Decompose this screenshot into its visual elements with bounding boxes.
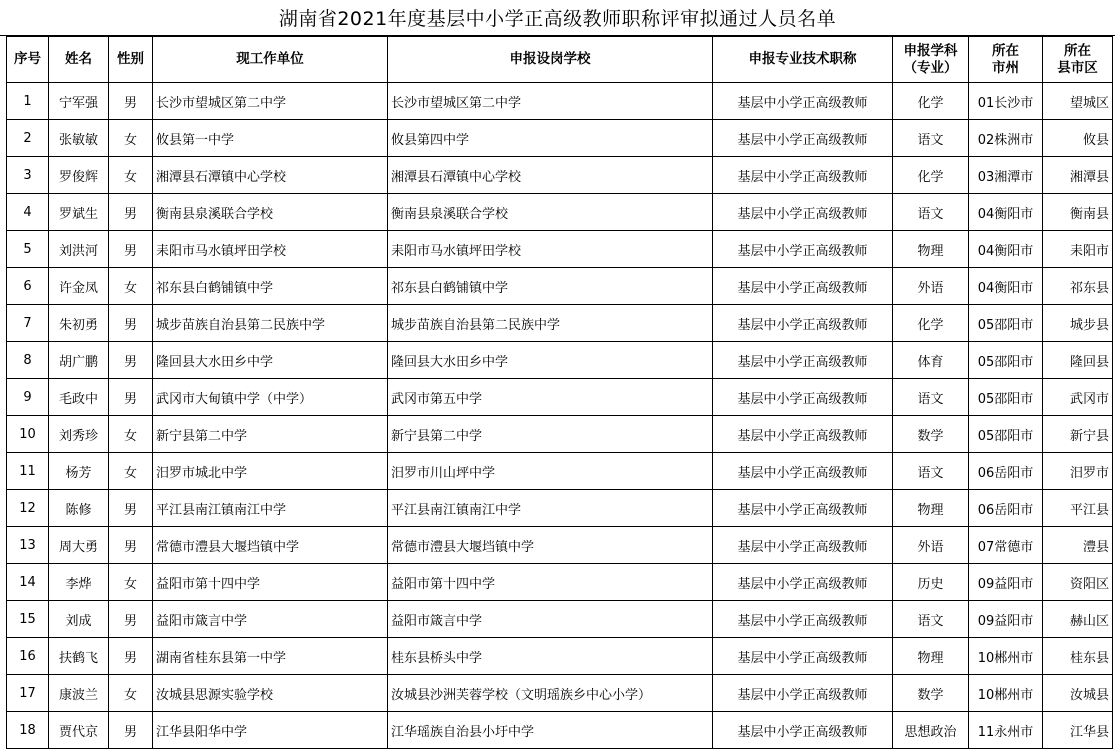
cell-gender[interactable]: 女	[109, 416, 153, 453]
cell-gender[interactable]: 女	[109, 453, 153, 490]
cell-apply-title[interactable]: 基层中小学正高级教师	[713, 527, 893, 564]
cell-apply-school[interactable]: 平江县南江镇南江中学	[388, 490, 713, 527]
cell-county[interactable]: 攸县	[1043, 120, 1113, 157]
cell-no[interactable]: 8	[7, 342, 49, 379]
cell-current-unit[interactable]: 汨罗市城北中学	[153, 453, 388, 490]
cell-apply-school[interactable]: 汝城县沙洲芙蓉学校（文明瑶族乡中心小学）	[388, 675, 713, 712]
cell-city[interactable]: 09益阳市	[969, 564, 1043, 601]
table-row	[7, 120, 1113, 157]
cell-current-unit[interactable]: 祁东县白鹤铺镇中学	[153, 268, 388, 305]
cell-apply-school[interactable]: 益阳市箴言中学	[388, 601, 713, 638]
cell-county[interactable]: 耒阳市	[1043, 231, 1113, 268]
cell-name[interactable]: 朱初勇	[49, 305, 109, 342]
header-subject[interactable]	[893, 37, 969, 83]
cell-city[interactable]: 10郴州市	[969, 638, 1043, 675]
cell-subject[interactable]: 数学	[893, 675, 969, 712]
cell-county[interactable]: 平江县	[1043, 490, 1113, 527]
table-row	[7, 416, 1113, 453]
cell-name[interactable]: 罗斌生	[49, 194, 109, 231]
cell-name[interactable]: 陈修	[49, 490, 109, 527]
cell-current-unit[interactable]: 耒阳市马水镇坪田学校	[153, 231, 388, 268]
cell-current-unit[interactable]: 益阳市第十四中学	[153, 564, 388, 601]
cell-apply-school[interactable]: 桂东县桥头中学	[388, 638, 713, 675]
cell-subject[interactable]: 外语	[893, 268, 969, 305]
header-current-unit[interactable]: 现工作单位	[153, 37, 388, 83]
cell-gender[interactable]: 女	[109, 268, 153, 305]
cell-current-unit[interactable]: 新宁县第二中学	[153, 416, 388, 453]
cell-current-unit[interactable]: 平江县南江镇南江中学	[153, 490, 388, 527]
header-county-line2: 县市区	[1057, 59, 1098, 76]
table-row	[7, 490, 1113, 527]
cell-apply-school[interactable]: 湘潭县石潭镇中心学校	[388, 157, 713, 194]
cell-county[interactable]: 澧县	[1043, 527, 1113, 564]
cell-apply-title[interactable]: 基层中小学正高级教师	[713, 453, 893, 490]
cell-apply-title[interactable]: 基层中小学正高级教师	[713, 490, 893, 527]
cell-city[interactable]: 04衡阳市	[969, 268, 1043, 305]
cell-gender[interactable]: 女	[109, 157, 153, 194]
cell-current-unit[interactable]: 隆回县大水田乡中学	[153, 342, 388, 379]
cell-apply-school[interactable]: 城步苗族自治县第二民族中学	[388, 305, 713, 342]
cell-city[interactable]: 05邵阳市	[969, 305, 1043, 342]
cell-current-unit[interactable]: 益阳市箴言中学	[153, 601, 388, 638]
cell-city[interactable]: 05邵阳市	[969, 342, 1043, 379]
cell-no[interactable]: 17	[7, 675, 49, 712]
header-subject-line2: （专业）	[903, 59, 958, 76]
cell-apply-school[interactable]: 祁东县白鹤铺镇中学	[388, 268, 713, 305]
cell-gender[interactable]: 女	[109, 564, 153, 601]
cell-apply-title[interactable]: 基层中小学正高级教师	[713, 120, 893, 157]
cell-county[interactable]: 湘潭县	[1043, 157, 1113, 194]
cell-apply-school[interactable]: 武冈市第五中学	[388, 379, 713, 416]
cell-gender[interactable]: 男	[109, 527, 153, 564]
cell-apply-title[interactable]: 基层中小学正高级教师	[713, 712, 893, 749]
cell-current-unit[interactable]: 城步苗族自治县第二民族中学	[153, 305, 388, 342]
cell-apply-title[interactable]: 基层中小学正高级教师	[713, 379, 893, 416]
cell-city[interactable]: 04衡阳市	[969, 231, 1043, 268]
header-city-line1: 所在	[992, 42, 1019, 59]
cell-county[interactable]: 衡南县	[1043, 194, 1113, 231]
header-no[interactable]: 序号	[7, 37, 49, 83]
cell-city[interactable]: 02株洲市	[969, 120, 1043, 157]
cell-city[interactable]: 09益阳市	[969, 601, 1043, 638]
cell-subject[interactable]: 语文	[893, 120, 969, 157]
header-subject-line1: 申报学科	[903, 42, 958, 59]
cell-gender[interactable]: 男	[109, 601, 153, 638]
cell-apply-title[interactable]: 基层中小学正高级教师	[713, 268, 893, 305]
table-row	[7, 268, 1113, 305]
cell-county[interactable]: 江华县	[1043, 712, 1113, 749]
table-row	[7, 638, 1113, 675]
cell-gender[interactable]: 男	[109, 231, 153, 268]
cell-current-unit[interactable]: 长沙市望城区第二中学	[153, 83, 388, 120]
cell-subject[interactable]: 语文	[893, 601, 969, 638]
cell-county[interactable]: 武冈市	[1043, 379, 1113, 416]
table-row	[7, 342, 1113, 379]
cell-subject[interactable]: 物理	[893, 231, 969, 268]
table-row	[7, 157, 1113, 194]
cell-city[interactable]: 06岳阳市	[969, 490, 1043, 527]
header-name[interactable]: 姓名	[49, 37, 109, 83]
header-city-line2: 市州	[992, 59, 1019, 76]
cell-city[interactable]: 05邵阳市	[969, 416, 1043, 453]
cell-name[interactable]: 扶鹤飞	[49, 638, 109, 675]
cell-county[interactable]: 汝城县	[1043, 675, 1113, 712]
cell-subject[interactable]: 思想政治	[893, 712, 969, 749]
cell-subject[interactable]: 语文	[893, 453, 969, 490]
cell-gender[interactable]: 男	[109, 83, 153, 120]
cell-city[interactable]: 11永州市	[969, 712, 1043, 749]
table-body	[7, 83, 1113, 749]
cell-name[interactable]: 康波兰	[49, 675, 109, 712]
cell-county[interactable]: 望城区	[1043, 83, 1113, 120]
cell-apply-title[interactable]: 基层中小学正高级教师	[713, 305, 893, 342]
cell-current-unit[interactable]: 衡南县泉溪联合学校	[153, 194, 388, 231]
cell-apply-school[interactable]: 衡南县泉溪联合学校	[388, 194, 713, 231]
cell-city[interactable]: 05邵阳市	[969, 379, 1043, 416]
cell-subject[interactable]: 体育	[893, 342, 969, 379]
cell-apply-title[interactable]: 基层中小学正高级教师	[713, 601, 893, 638]
cell-city[interactable]: 07常德市	[969, 527, 1043, 564]
cell-county[interactable]: 祁东县	[1043, 268, 1113, 305]
table-row	[7, 194, 1113, 231]
table-row	[7, 231, 1113, 268]
table-row	[7, 601, 1113, 638]
header-city[interactable]	[969, 37, 1043, 83]
cell-name[interactable]: 毛政中	[49, 379, 109, 416]
cell-subject[interactable]: 物理	[893, 490, 969, 527]
cell-apply-title[interactable]: 基层中小学正高级教师	[713, 675, 893, 712]
cell-county[interactable]: 资阳区	[1043, 564, 1113, 601]
cell-apply-school[interactable]: 汨罗市川山坪中学	[388, 453, 713, 490]
header-county[interactable]	[1043, 37, 1113, 83]
cell-city[interactable]: 03湘潭市	[969, 157, 1043, 194]
personnel-table	[6, 36, 1113, 749]
header-apply-title[interactable]: 申报专业技术职称	[713, 37, 893, 83]
cell-gender[interactable]: 女	[109, 675, 153, 712]
table-row	[7, 675, 1113, 712]
cell-current-unit[interactable]: 汝城县思源实验学校	[153, 675, 388, 712]
cell-gender[interactable]: 男	[109, 194, 153, 231]
cell-no[interactable]: 3	[7, 157, 49, 194]
cell-apply-school[interactable]: 新宁县第二中学	[388, 416, 713, 453]
cell-no[interactable]: 6	[7, 268, 49, 305]
cell-subject[interactable]: 化学	[893, 157, 969, 194]
cell-apply-school[interactable]: 攸县第四中学	[388, 120, 713, 157]
table-row	[7, 712, 1113, 749]
cell-county[interactable]: 赫山区	[1043, 601, 1113, 638]
cell-current-unit[interactable]: 江华县阳华中学	[153, 712, 388, 749]
cell-name[interactable]: 贾代京	[49, 712, 109, 749]
cell-name[interactable]: 刘洪河	[49, 231, 109, 268]
cell-name[interactable]: 刘成	[49, 601, 109, 638]
cell-name[interactable]: 周大勇	[49, 527, 109, 564]
cell-current-unit[interactable]: 武冈市大甸镇中学（中学）	[153, 379, 388, 416]
cell-county[interactable]: 隆回县	[1043, 342, 1113, 379]
cell-name[interactable]: 杨芳	[49, 453, 109, 490]
table-row	[7, 83, 1113, 120]
cell-apply-school[interactable]: 江华瑶族自治县小圩中学	[388, 712, 713, 749]
cell-subject[interactable]: 外语	[893, 527, 969, 564]
cell-apply-title[interactable]: 基层中小学正高级教师	[713, 416, 893, 453]
cell-gender[interactable]: 男	[109, 305, 153, 342]
cell-gender[interactable]: 男	[109, 342, 153, 379]
cell-gender[interactable]: 男	[109, 712, 153, 749]
cell-no[interactable]: 15	[7, 601, 49, 638]
cell-name[interactable]: 张敏敏	[49, 120, 109, 157]
cell-no[interactable]: 2	[7, 120, 49, 157]
cell-no[interactable]: 5	[7, 231, 49, 268]
table-row	[7, 379, 1113, 416]
cell-name[interactable]: 李烨	[49, 564, 109, 601]
cell-no[interactable]: 1	[7, 83, 49, 120]
table-row	[7, 527, 1113, 564]
cell-apply-title[interactable]: 基层中小学正高级教师	[713, 83, 893, 120]
cell-name[interactable]: 罗俊辉	[49, 157, 109, 194]
cell-current-unit[interactable]: 湖南省桂东县第一中学	[153, 638, 388, 675]
cell-apply-school[interactable]: 隆回县大水田乡中学	[388, 342, 713, 379]
cell-county[interactable]: 汨罗市	[1043, 453, 1113, 490]
cell-city[interactable]: 06岳阳市	[969, 453, 1043, 490]
cell-no[interactable]: 16	[7, 638, 49, 675]
cell-subject[interactable]: 物理	[893, 638, 969, 675]
cell-no[interactable]: 18	[7, 712, 49, 749]
sheet-title[interactable]: 湖南省2021年度基层中小学正高级教师职称评审拟通过人员名单	[0, 0, 1115, 36]
cell-current-unit[interactable]: 攸县第一中学	[153, 120, 388, 157]
cell-gender[interactable]: 男	[109, 490, 153, 527]
table-header	[7, 37, 1113, 83]
cell-no[interactable]: 14	[7, 564, 49, 601]
cell-gender[interactable]: 男	[109, 638, 153, 675]
cell-subject[interactable]: 化学	[893, 305, 969, 342]
cell-no[interactable]: 12	[7, 490, 49, 527]
cell-apply-school[interactable]: 益阳市第十四中学	[388, 564, 713, 601]
cell-no[interactable]: 10	[7, 416, 49, 453]
cell-subject[interactable]: 语文	[893, 194, 969, 231]
cell-subject[interactable]: 化学	[893, 83, 969, 120]
header-county-line1: 所在	[1064, 42, 1091, 59]
cell-no[interactable]: 13	[7, 527, 49, 564]
cell-apply-title[interactable]: 基层中小学正高级教师	[713, 342, 893, 379]
cell-no[interactable]: 7	[7, 305, 49, 342]
cell-current-unit[interactable]: 湘潭县石潭镇中心学校	[153, 157, 388, 194]
cell-apply-title[interactable]: 基层中小学正高级教师	[713, 638, 893, 675]
cell-county[interactable]: 城步县	[1043, 305, 1113, 342]
cell-subject[interactable]: 数学	[893, 416, 969, 453]
cell-apply-school[interactable]: 常德市澧县大堰垱镇中学	[388, 527, 713, 564]
header-gender[interactable]: 性别	[109, 37, 153, 83]
cell-current-unit[interactable]: 常德市澧县大堰垱镇中学	[153, 527, 388, 564]
cell-city[interactable]: 04衡阳市	[969, 194, 1043, 231]
table-row	[7, 564, 1113, 601]
table-row	[7, 453, 1113, 490]
cell-subject[interactable]: 语文	[893, 379, 969, 416]
cell-gender[interactable]: 女	[109, 120, 153, 157]
table-row	[7, 305, 1113, 342]
cell-county[interactable]: 桂东县	[1043, 638, 1113, 675]
header-apply-school[interactable]: 申报设岗学校	[388, 37, 713, 83]
cell-name[interactable]: 宁军强	[49, 83, 109, 120]
cell-no[interactable]: 11	[7, 453, 49, 490]
cell-city[interactable]: 10郴州市	[969, 675, 1043, 712]
cell-gender[interactable]: 男	[109, 379, 153, 416]
cell-subject[interactable]: 历史	[893, 564, 969, 601]
cell-apply-school[interactable]: 长沙市望城区第二中学	[388, 83, 713, 120]
cell-apply-title[interactable]: 基层中小学正高级教师	[713, 564, 893, 601]
cell-apply-title[interactable]: 基层中小学正高级教师	[713, 157, 893, 194]
cell-no[interactable]: 4	[7, 194, 49, 231]
cell-county[interactable]: 新宁县	[1043, 416, 1113, 453]
cell-city[interactable]: 01长沙市	[969, 83, 1043, 120]
cell-name[interactable]: 刘秀珍	[49, 416, 109, 453]
cell-apply-title[interactable]: 基层中小学正高级教师	[713, 231, 893, 268]
cell-name[interactable]: 许金凤	[49, 268, 109, 305]
cell-apply-title[interactable]: 基层中小学正高级教师	[713, 194, 893, 231]
cell-name[interactable]: 胡广鹏	[49, 342, 109, 379]
cell-apply-school[interactable]: 耒阳市马水镇坪田学校	[388, 231, 713, 268]
cell-no[interactable]: 9	[7, 379, 49, 416]
